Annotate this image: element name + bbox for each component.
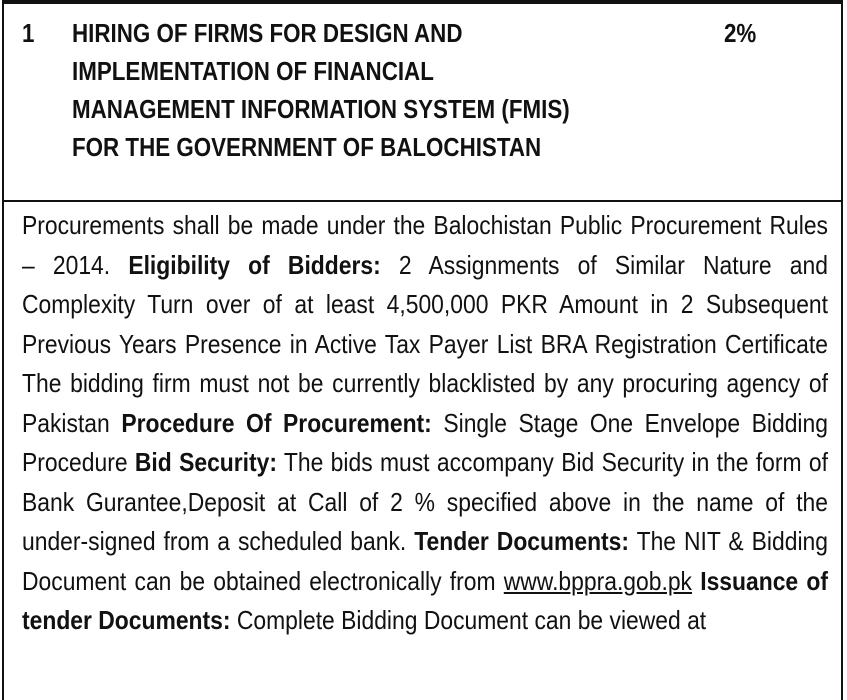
tender-documents-label: Tender Documents: [414,526,630,556]
bid-security-label: Bid Security: [134,447,277,477]
tender-details [22,206,828,641]
tender-notice-table [2,0,843,700]
eligibility-label: Eligibility of Bidders: [128,249,381,280]
website-link[interactable]: www.bppra.gob.pk [503,565,692,596]
tender-documents-text: The NIT & Bidding Document can be obtained electronically from [22,526,828,596]
item-percentage: 2% [724,18,757,48]
intro-text: Procurements shall be made under the Balochistan Public Procurement Rules – 2014. [22,210,828,280]
bid-security-text: The bids must accompany Bid Security in the form of Bank Gurantee,Deposit at Call of 2 % specified above in the name of the under-signed from a scheduled bank. [22,447,828,556]
eligibility-text: 2 Assignments of Similar Nature and Complexity Turn over of at least 4,500,000 PKR Amount in 2 Subsequent Previous Years Presence in Active Tax Payer List BRA Registration Certificate The bidding firm must not be currently blacklisted by any procuring agency of Pakistan [22,249,828,438]
item-number: 1 [22,18,35,48]
issuance-label: Issuance of tender Documents: [22,565,828,635]
item-title: HIRING OF FIRMS FOR DESIGN AND IMPLEMENTATION OF FINANCIAL MANAGEMENT INFORMATION SYSTEM (FMIS) FOR THE GOVERNMENT OF BALOCHISTAN [72,18,570,162]
procedure-text: Single Stage One Envelope Bidding Procedure [22,407,828,477]
procedure-label: Procedure Of Procurement: [121,407,432,438]
tender-item-row [4,4,841,202]
issuance-text: Complete Bidding Document can be viewed at [236,605,707,635]
